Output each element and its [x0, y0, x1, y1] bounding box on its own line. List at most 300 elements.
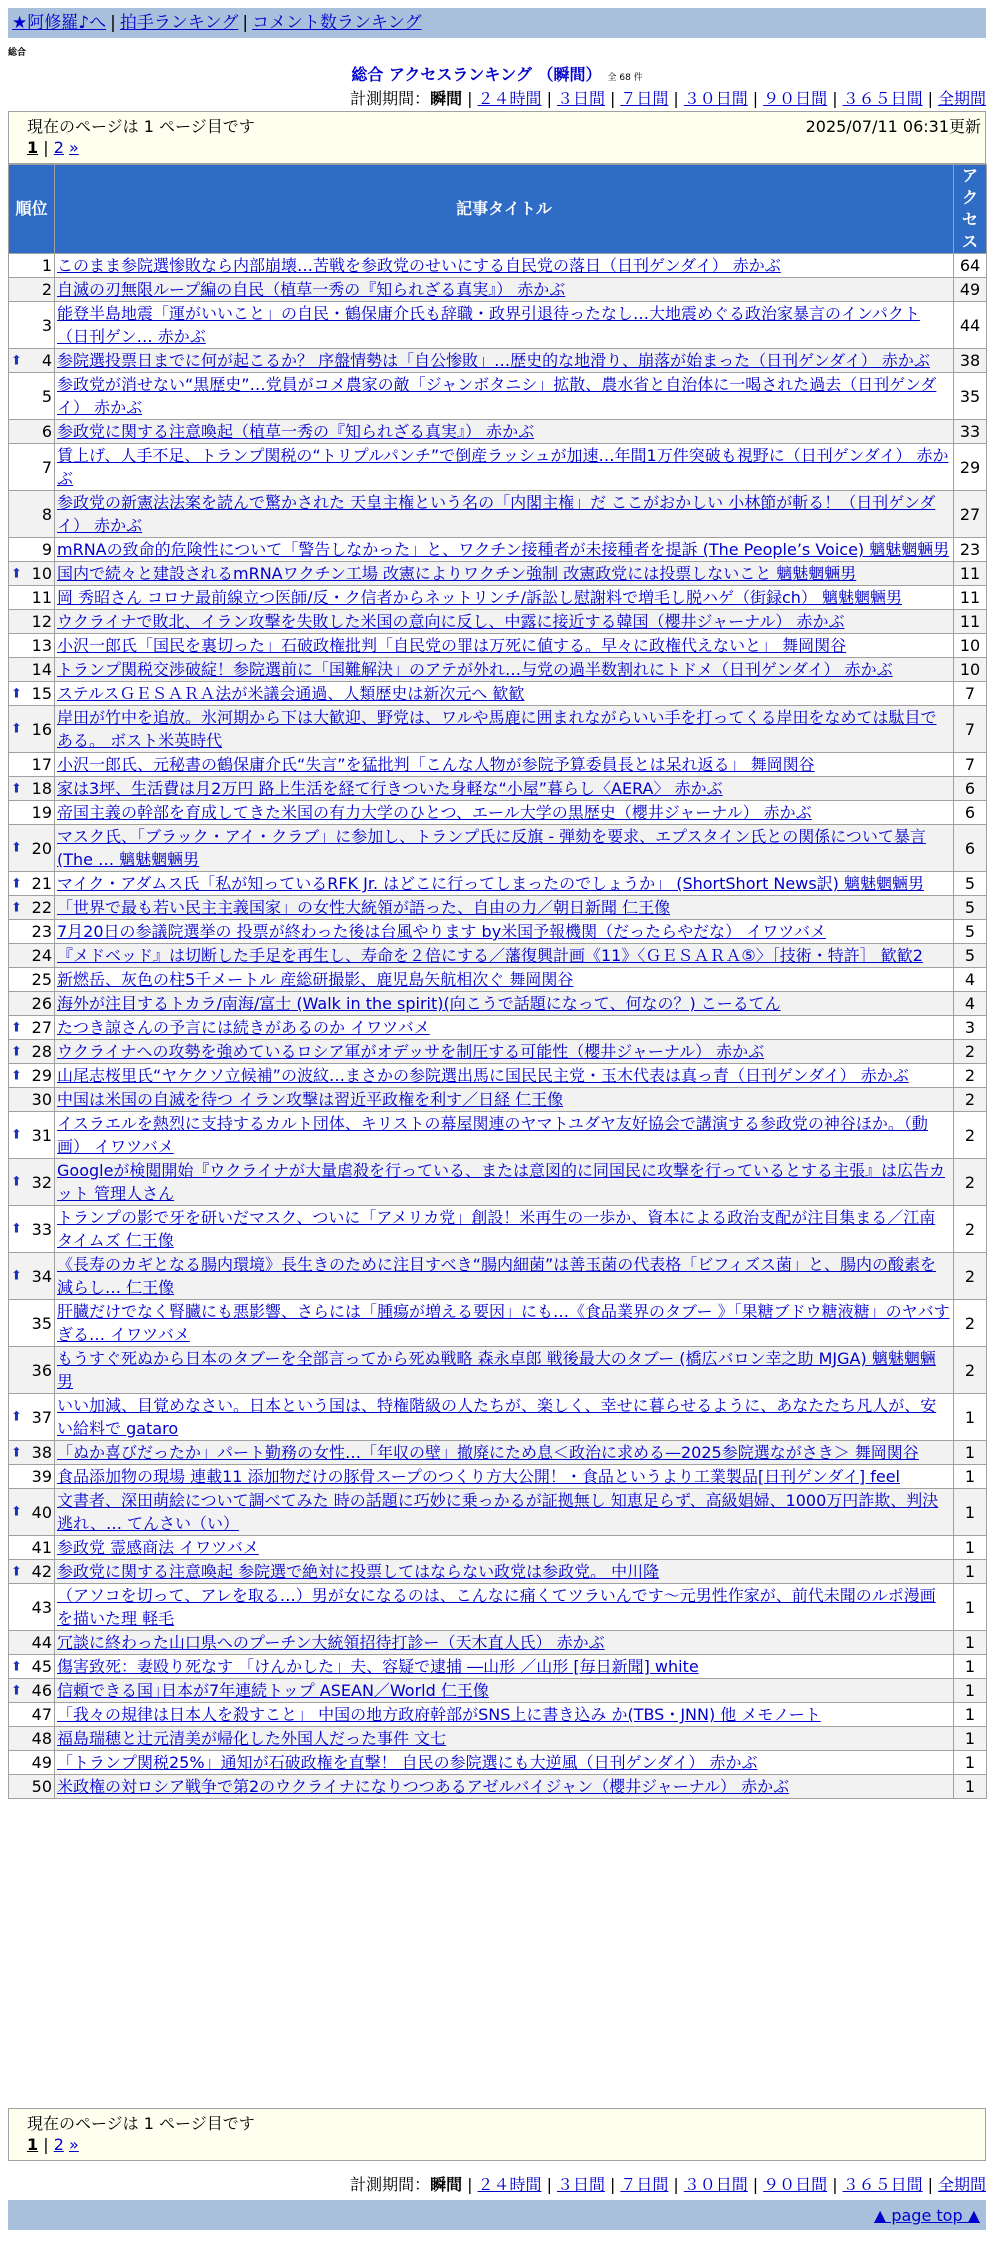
table-row: [9, 586, 987, 610]
access-count: 1: [954, 1441, 987, 1465]
title-cell: [55, 801, 954, 825]
rank-number: 34: [31, 1266, 52, 1286]
article-link[interactable]: マスク氏、「ブラック・アイ・クラブ」に参加し、トランプ氏に反旗 - 弾劾を要求、エプスタイン氏との関係について暴言 (The … 魑魅魍魎男: [57, 827, 926, 869]
rank-number: 46: [31, 1681, 52, 1700]
arrow-up-icon: ⬆: [11, 1409, 22, 1425]
period-separator: |: [927, 89, 933, 108]
arrow-up-icon: ⬆: [11, 1268, 22, 1284]
access-count: 1: [954, 1584, 987, 1631]
article-link[interactable]: 「我々の規律は日本人を殺すこと」 中国の地方政府幹部がSNS上に書き込み か(TBS・JNN) 他 メモノート: [57, 1705, 821, 1724]
rank-number: 33: [31, 1219, 52, 1239]
rank-number: 10: [31, 564, 52, 583]
table-row: [9, 420, 987, 444]
title-cell: [55, 278, 954, 302]
comment-ranking-link[interactable]: コメント数ランキング: [252, 13, 422, 33]
table-row: [9, 1253, 987, 1300]
rank-number: 2: [41, 280, 52, 299]
rank-number: 23: [31, 922, 52, 941]
rank-number: 16: [31, 719, 52, 739]
rank-number: 3: [41, 315, 52, 335]
rank-cell: [9, 538, 55, 562]
title-cell: [55, 1751, 954, 1775]
table-row: [9, 1394, 987, 1441]
rank-cell: [9, 992, 55, 1016]
rank-cell: [9, 1775, 55, 1799]
access-header: アクセス: [954, 165, 987, 254]
table-row: [9, 1159, 987, 1206]
article-link[interactable]: 「トランプ関税25%」通知が石破政権を直撃！ 自民の参院選にも大逆風（日刊ゲンダイ） 赤かぶ: [57, 1753, 758, 1772]
article-link[interactable]: 自滅の刃無限ループ編の自民（植草一秀の『知られざる真実』） 赤かぶ: [57, 280, 566, 299]
access-count: 10: [954, 658, 987, 682]
article-link[interactable]: イスラエルを熱烈に支持するカルト団体、キリストの幕屋関連のヤマトユダヤ友好協会で講演する参政党の神谷ほか。（動画） イワツバメ: [57, 1114, 928, 1156]
access-count: 7: [954, 682, 987, 706]
article-link[interactable]: いい加減、目覚めなさい。日本という国は、特権階級の人たちが、楽しく、幸せに暮らせるように、あなたたち凡人が、安い給料で gataro: [57, 1396, 937, 1438]
rank-number: 45: [31, 1657, 52, 1676]
access-count: 2: [954, 1064, 987, 1088]
article-link[interactable]: 《長寿のカギとなる腸内環境》長生きのために注目すべき“腸内細菌”は善玉菌の代表格「ビフィズス菌」と、腸内の酸素を減らし… 仁王像: [57, 1255, 936, 1297]
rank-number: 20: [31, 838, 52, 858]
rank-number: 17: [31, 755, 52, 774]
access-count: 27: [954, 491, 987, 538]
table-row: [9, 968, 987, 992]
access-count: 4: [954, 992, 987, 1016]
access-count: 11: [954, 610, 987, 634]
table-row: [9, 1300, 987, 1347]
rank-number: 1: [41, 256, 52, 275]
rank-number: 6: [41, 422, 52, 441]
title-cell: [55, 1088, 954, 1112]
rank-number: 18: [31, 779, 52, 798]
period-selector-top: [350, 86, 986, 109]
access-count: 2: [954, 1300, 987, 1347]
rank-cell: [9, 1655, 55, 1679]
period-link-4[interactable]: ９０日間: [763, 89, 828, 108]
access-count: 29: [954, 444, 987, 491]
table-row: [9, 610, 987, 634]
article-link[interactable]: 山尾志桜里氏“ヤケクソ立候補”の波紋…まさかの参院選出馬に国民民主党・玉木代表は真っ青（日刊ゲンダイ） 赤かぶ: [57, 1066, 909, 1085]
top-nav-bar: [8, 8, 986, 38]
access-count: 1: [954, 1655, 987, 1679]
article-link[interactable]: 7月20日の参議院選挙の 投票が終わった後は台風やります by米国予報機関（だったらやだな） イワツバメ: [57, 922, 826, 941]
table-row: [9, 373, 987, 420]
period-label: 計測期間：: [350, 89, 431, 108]
article-link[interactable]: 小沢一郎氏「国民を裏切った」石破政権批判「自民党の罪は万死に値する。早々に政権代えないと」 舞岡関谷: [57, 636, 847, 655]
period-link-0[interactable]: ２４時間: [477, 89, 542, 108]
title-cell: [55, 658, 954, 682]
access-count: 1: [954, 1489, 987, 1536]
rank-cell: [9, 491, 55, 538]
access-count: 44: [954, 302, 987, 349]
access-count: 1: [954, 1679, 987, 1703]
period-separator: |: [546, 89, 552, 108]
table-row: [9, 538, 987, 562]
arrow-up-icon: ⬆: [11, 566, 22, 581]
article-link[interactable]: 小沢一郎氏、元秘書の鶴保庸介氏“失言”を猛批判「こんな人物が参院予算委員長とは呆れ返る」 舞岡関谷: [57, 755, 815, 774]
article-link[interactable]: ウクライナで敗北、イラン攻撃を失敗した米国の意向に反し、中露に接近する韓国（櫻井ジャーナル） 赤かぶ: [57, 612, 845, 631]
article-link[interactable]: 国内で続々と建設されるmRNAワクチン工場 改憲によりワクチン強制 改憲政党には投票しないこと 魑魅魍魎男: [57, 564, 857, 583]
arrow-up-icon: ⬆: [11, 876, 22, 891]
title-cell: [55, 1441, 954, 1465]
rank-number: 26: [31, 994, 52, 1013]
rank-cell: [9, 1253, 55, 1300]
next-page-link[interactable]: »: [68, 2135, 79, 2154]
footer-bar: [8, 2200, 986, 2230]
period-current: 瞬間: [430, 2175, 463, 2194]
table-row: [9, 825, 987, 872]
access-count: 38: [954, 349, 987, 373]
access-count: 2: [954, 1088, 987, 1112]
rank-cell: [9, 1040, 55, 1064]
rank-number: 29: [31, 1066, 52, 1085]
article-link[interactable]: もうすぐ死ぬから日本のタブーを全部言ってから死ぬ戦略 森永卓郎 戦後最大のタブー (橋広バロン幸之助 MJGA) 魑魅魍魎男: [57, 1349, 936, 1391]
title-cell: [55, 254, 954, 278]
article-link[interactable]: 賃上げ、人手不足、トランプ関税の“トリプルパンチ”で倒産ラッシュが加速…年間1万件突破も視野に（日刊ゲンダイ） 赤かぶ: [57, 446, 949, 488]
access-count: 6: [954, 825, 987, 872]
title-cell: [55, 872, 954, 896]
rank-cell: [9, 278, 55, 302]
access-count: 49: [954, 278, 987, 302]
rank-number: 4: [41, 351, 52, 370]
access-count: 4: [954, 968, 987, 992]
rank-cell: [9, 968, 55, 992]
period-link-3[interactable]: ３０日間: [683, 2175, 748, 2194]
article-link[interactable]: 食品添加物の現場 連載11 添加物だけの豚骨スープのつくり方大公開！・食品というより工業製品[日刊ゲンダイ] feel: [57, 1467, 900, 1486]
title-cell: [55, 753, 954, 777]
title-cell: [55, 1040, 954, 1064]
rank-cell: [9, 1441, 55, 1465]
access-count: 1: [954, 1465, 987, 1489]
rank-number: 47: [31, 1705, 52, 1724]
title-cell: [55, 349, 954, 373]
rank-number: 37: [31, 1407, 52, 1427]
title-cell: [55, 1679, 954, 1703]
period-link-2[interactable]: ７日間: [620, 2175, 669, 2194]
article-link[interactable]: ステルスＧＥＳＡＲＡ法が米議会通過、人類歴史は新次元へ 歓歓: [57, 684, 525, 703]
period-selector-bottom: [350, 2172, 986, 2195]
article-link[interactable]: 「世界で最も若い民主主義国家」の女性大統領が語った、自由の力／朝日新聞 仁王像: [57, 898, 671, 917]
rank-number: 50: [31, 1777, 52, 1796]
table-row: [9, 753, 987, 777]
rank-cell: [9, 349, 55, 373]
table-row: [9, 1064, 987, 1088]
title-cell: [55, 1347, 954, 1394]
rank-cell: [9, 586, 55, 610]
article-link[interactable]: mRNAの致命的危険性について「警告しなかった」と、ワクチン接種者が未接種者を提訴 (The People’s Voice) 魑魅魍魎男: [57, 540, 950, 559]
title-cell: [55, 896, 954, 920]
table-row: [9, 1489, 987, 1536]
access-count: 1: [954, 1394, 987, 1441]
page-2-link[interactable]: 2: [53, 2135, 64, 2154]
table-row: [9, 1088, 987, 1112]
rank-number: 39: [31, 1467, 52, 1486]
period-link-0[interactable]: ２４時間: [477, 2175, 542, 2194]
title-cell: [55, 1112, 954, 1159]
rank-number: 28: [31, 1042, 52, 1061]
period-link-5[interactable]: ３６５日間: [842, 89, 923, 108]
title-cell: [55, 634, 954, 658]
rank-cell: [9, 254, 55, 278]
table-row: [9, 872, 987, 896]
rank-number: 36: [31, 1360, 52, 1380]
title-cell: [55, 992, 954, 1016]
rank-number: 44: [31, 1633, 52, 1652]
arrow-up-icon: ⬆: [11, 1127, 22, 1143]
title-cell: [55, 1584, 954, 1631]
rank-cell: [9, 658, 55, 682]
access-count: 2: [954, 1253, 987, 1300]
article-link[interactable]: 傷害致死：妻殴り死なす 「けんかした」夫、容疑で逮捕 ―山形 ／山形 [毎日新聞] white: [57, 1657, 699, 1676]
rank-cell: [9, 1064, 55, 1088]
rank-cell: [9, 1300, 55, 1347]
table-row: [9, 777, 987, 801]
next-page-link[interactable]: »: [68, 138, 79, 157]
access-count: 35: [954, 373, 987, 420]
rank-cell: [9, 1206, 55, 1253]
article-link[interactable]: 参政党に関する注意喚起（植草一秀の『知られざる真実』） 赤かぶ: [57, 422, 535, 441]
table-row: [9, 658, 987, 682]
article-link[interactable]: 家は3坪、生活費は月2万円 路上生活を経て行きついた身軽な“小屋”暮らし〈AERA〉 赤かぶ: [57, 779, 723, 798]
nav-separator: |: [242, 13, 249, 33]
article-link[interactable]: 「ぬか喜びだったか」パート勤務の女性…「年収の壁」撤廃にため息＜政治に求める—2025参院選ながさき＞ 舞岡関谷: [57, 1443, 919, 1462]
period-separator: |: [546, 2175, 552, 2194]
period-link-5[interactable]: ３６５日間: [842, 2175, 923, 2194]
period-separator: |: [673, 89, 679, 108]
title-cell: [55, 1536, 954, 1560]
clap-ranking-link[interactable]: 拍手ランキング: [119, 13, 239, 33]
article-link[interactable]: 肝臓だけでなく腎臓にも悪影響、さらには「腫瘍が増える要因」にも…《食品業界のタブー 》「果糖ブドウ糖液糖」のヤバすぎる… イワツバメ: [57, 1302, 950, 1344]
article-link[interactable]: 文書者、深田萌絵について調べてみた 時の話題に巧妙に乗っかるが証拠無し 知恵足らず、高級娼婦、1000万円詐欺、判決逃れ、… てんさい（い）: [57, 1491, 939, 1533]
period-separator: |: [832, 89, 838, 108]
article-link[interactable]: 参政党 霊感商法 イワツバメ: [57, 1538, 259, 1557]
article-link[interactable]: 能登半島地震「運がいいこと」の自民・鶴保庸介氏も辞職・政界引退待ったなし…大地震めぐる政治家暴言のインパクト（日刊ゲン… 赤かぶ: [57, 304, 920, 346]
article-link[interactable]: トランプの影で牙を研いだマスク、ついに「アメリカ党」創設！米再生の一歩か、資本による政治支配が注目集まる／江南タイムズ 仁王像: [57, 1208, 936, 1250]
access-count: 1: [954, 1727, 987, 1751]
title-cell: [55, 777, 954, 801]
rank-cell: [9, 1584, 55, 1631]
rank-number: 21: [31, 874, 52, 893]
access-count: 1: [954, 1631, 987, 1655]
title-cell: [55, 1300, 954, 1347]
rank-number: 48: [31, 1729, 52, 1748]
table-row: [9, 1441, 987, 1465]
title-cell: [55, 373, 954, 420]
table-row: [9, 302, 987, 349]
rank-cell: [9, 1394, 55, 1441]
title-cell: [55, 1703, 954, 1727]
arrow-up-icon: ⬆: [11, 353, 22, 368]
article-link[interactable]: 参政党の新憲法法案を読んで驚かされた 天皇主権という名の「内閣主権」だ ここがおかしい 小林節が斬る！（日刊ゲンダイ） 赤かぶ: [57, 493, 936, 535]
table-row: [9, 1655, 987, 1679]
table-row: [9, 1206, 987, 1253]
arrow-up-icon: ⬆: [11, 900, 22, 915]
period-current: 瞬間: [430, 89, 463, 108]
table-row: [9, 1465, 987, 1489]
rank-number: 12: [31, 612, 52, 631]
access-count: 1: [954, 1775, 987, 1799]
arrow-up-icon: ⬆: [11, 840, 22, 856]
access-count: 1: [954, 1751, 987, 1775]
period-link-1[interactable]: ３日間: [556, 2175, 605, 2194]
access-count: 33: [954, 420, 987, 444]
rank-cell: [9, 610, 55, 634]
article-link[interactable]: 帝国主義の幹部を育成してきた米国の有力大学のひとつ、エール大学の黒歴史（櫻井ジャーナル） 赤かぶ: [57, 803, 812, 822]
period-link-1[interactable]: ３日間: [556, 89, 605, 108]
table-row: [9, 1751, 987, 1775]
title-cell: [55, 1064, 954, 1088]
arrow-up-icon: ⬆: [11, 686, 22, 701]
title-cell: [55, 1489, 954, 1536]
table-row: [9, 896, 987, 920]
rank-number: 43: [31, 1597, 52, 1617]
title-cell: [55, 562, 954, 586]
arrow-up-icon: ⬆: [11, 1659, 22, 1674]
rank-number: 25: [31, 970, 52, 989]
rank-number: 40: [31, 1502, 52, 1522]
page-info-bottom: [8, 2108, 986, 2161]
period-label: 計測期間：: [350, 2175, 431, 2194]
access-count: 2: [954, 1040, 987, 1064]
ranking-body: [9, 254, 987, 1799]
rank-cell: [9, 1727, 55, 1751]
article-link[interactable]: （アソコを切って、アレを取る…）男が女になるのは、こんなに痛くてツラいんです〜元男性作家が、前代未聞のルポ漫画を描いた理 軽毛: [57, 1586, 936, 1628]
title-cell: [55, 1727, 954, 1751]
access-count: 2: [954, 1159, 987, 1206]
rank-cell: [9, 1679, 55, 1703]
rank-number: 15: [31, 684, 52, 703]
rank-cell: [9, 1159, 55, 1206]
updated-timestamp: 2025/07/11 06:31更新: [805, 117, 981, 136]
article-link[interactable]: 新燃岳、灰色の柱5千メートル 産総研撮影、鹿児島矢航相次ぐ 舞岡関谷: [57, 970, 574, 989]
rank-number: 27: [31, 1018, 52, 1037]
current-page-text: 現在のページは 1 ページ目です: [27, 117, 255, 136]
access-count: 11: [954, 562, 987, 586]
arrow-up-icon: ⬆: [11, 721, 22, 737]
access-count: 23: [954, 538, 987, 562]
table-row: [9, 1727, 987, 1751]
article-link[interactable]: 福島瑞穂と辻元清美が帰化した外国人だった事件 文七: [57, 1729, 447, 1748]
rank-cell: [9, 1703, 55, 1727]
period-link-6[interactable]: 全期間: [937, 2175, 986, 2194]
table-row: [9, 634, 987, 658]
title-cell: [55, 1253, 954, 1300]
article-link[interactable]: 岡 秀昭さん コロナ最前線立つ医師/反・ク信者からネットリンチ/訴訟し慰謝料で増毛し脱ハゲ（街録ch） 魑魅魍魎男: [57, 588, 902, 607]
table-row: [9, 254, 987, 278]
page-1-current: 1: [27, 2135, 39, 2154]
article-link[interactable]: 信頼できる国｣日本が7年連続トップ ASEAN／World 仁王像: [57, 1681, 489, 1700]
title-cell: [55, 1465, 954, 1489]
article-link[interactable]: 米政権の対ロシア戦争で第2のウクライナになりつつあるアゼルバイジャン（櫻井ジャーナル） 赤かぶ: [57, 1777, 790, 1796]
rank-number: 11: [31, 588, 52, 607]
article-link[interactable]: 参政党に関する注意喚起 参院選で絶対に投票してはならない政党は参政党。 中川隆: [57, 1562, 660, 1581]
rank-number: 8: [41, 504, 52, 524]
access-count: 6: [954, 777, 987, 801]
access-count: 7: [954, 753, 987, 777]
article-link[interactable]: 参院選投票日までに何が起こるか？ 序盤情勢は「自公惨敗」…歴史的な地滑り、崩落が始まった（日刊ゲンダイ） 赤かぶ: [57, 351, 930, 370]
access-count: 2: [954, 1347, 987, 1394]
rank-cell: [9, 1112, 55, 1159]
rank-cell: [9, 944, 55, 968]
table-row: [9, 1560, 987, 1584]
title-cell: [55, 1394, 954, 1441]
arrow-up-icon: ⬆: [11, 1044, 22, 1059]
table-row: [9, 920, 987, 944]
period-link-3[interactable]: ３０日間: [683, 89, 748, 108]
access-count: 5: [954, 872, 987, 896]
article-link[interactable]: 冗談に終わった山口県へのプーチン大統領招待打診ー（天木直人氏） 赤かぶ: [57, 1633, 605, 1652]
article-link[interactable]: マイク・アダムス氏「私が知っているRFK Jr. はどこに行ってしまったのでしょうか」 (ShortShort News訳) 魑魅魍魎男: [57, 874, 924, 893]
page-top-link[interactable]: ▲ page top ▲: [873, 2206, 980, 2225]
table-row: [9, 706, 987, 753]
page-2-link[interactable]: 2: [53, 138, 64, 157]
article-link[interactable]: 海外が注目するトカラ/南海/富士 (Walk in the spirit)(向こうで話題になって、何なの？) こーるてん: [57, 994, 781, 1013]
access-count: 5: [954, 920, 987, 944]
rank-number: 38: [31, 1443, 52, 1462]
title-cell: [55, 1775, 954, 1799]
rank-cell: [9, 706, 55, 753]
table-row: [9, 278, 987, 302]
table-row: [9, 682, 987, 706]
table-row: [9, 1775, 987, 1799]
home-link[interactable]: ★阿修羅♪へ: [12, 13, 107, 33]
article-link[interactable]: 岸田が竹中を追放。氷河期から下は大歓迎、野党は、ワルや馬鹿に囲まれながらいい手を打ってくる岸田をなめては駄目である。 ボスト米英時代: [57, 708, 937, 750]
title-cell: [55, 444, 954, 491]
rank-number: 14: [31, 660, 52, 679]
article-link[interactable]: ウクライナへの攻勢を強めているロシア軍がオデッサを制圧する可能性（櫻井ジャーナル） 赤かぶ: [57, 1042, 765, 1061]
period-separator: |: [609, 2175, 616, 2194]
rank-cell: [9, 825, 55, 872]
rank-cell: [9, 1489, 55, 1536]
rank-cell: [9, 777, 55, 801]
access-count: 11: [954, 586, 987, 610]
table-row: [9, 1584, 987, 1631]
rank-cell: [9, 753, 55, 777]
rank-cell: [9, 420, 55, 444]
article-link[interactable]: 参政党が消せない“黒歴史”…党員がコメ農家の敵「ジャンボタニシ」拡散、農水省と自治体に一喝された過去（日刊ゲンダイ） 赤かぶ: [57, 375, 937, 417]
article-link[interactable]: 『メドベッド』は切断した手足を再生し、寿命を２倍にする／藩復興計画《11》〈ＧＥＳＡＲＡ⑤〉［技術・特許］ 歓歓2: [57, 946, 923, 965]
pagination-bottom: 1 | 2 »: [27, 2135, 79, 2154]
article-link[interactable]: トランプ関税交渉破綻！参院選前に「国難解決」のアテが外れ…与党の過半数割れにトドメ（日刊ゲンダイ） 赤かぶ: [57, 660, 893, 679]
rank-header: 順位: [9, 165, 55, 254]
period-separator: |: [609, 89, 616, 108]
period-link-2[interactable]: ７日間: [620, 89, 669, 108]
title-cell: [55, 1631, 954, 1655]
pagination-top: 1 | 2 »: [27, 138, 79, 157]
title-cell: [55, 944, 954, 968]
rank-number: 31: [31, 1125, 52, 1145]
rank-cell: [9, 896, 55, 920]
article-link[interactable]: Googleが検閲開始『ウクライナが大量虐殺を行っている、または意図的に同国民に攻撃を行っているとする主張』は広告カット 管理人さん: [57, 1161, 945, 1203]
arrow-up-icon: ⬆: [11, 1020, 22, 1035]
table-row: [9, 1631, 987, 1655]
rank-cell: [9, 1631, 55, 1655]
rank-cell: [9, 1465, 55, 1489]
rank-number: 49: [31, 1753, 52, 1772]
rank-number: 5: [41, 386, 52, 406]
table-row: [9, 349, 987, 373]
period-link-6[interactable]: 全期間: [937, 89, 986, 108]
period-link-4[interactable]: ９０日間: [763, 2175, 828, 2194]
access-count: 1: [954, 1536, 987, 1560]
period-separator: |: [752, 2175, 759, 2194]
rank-number: 35: [31, 1313, 52, 1333]
article-link[interactable]: 中国は米国の自滅を待つ イラン攻撃は習近平政権を利す／日経 仁王像: [57, 1090, 564, 1109]
article-link[interactable]: このまま参院選惨敗なら内部崩壊…苦戦を参政党のせいにする自民党の落日（日刊ゲンダイ） 赤かぶ: [57, 256, 781, 275]
table-row: [9, 1347, 987, 1394]
rank-cell: [9, 1347, 55, 1394]
article-link[interactable]: たつき諒さんの予言には続きがあるのか イワツバメ: [57, 1018, 430, 1037]
table-row: [9, 444, 987, 491]
period-separator: |: [467, 89, 473, 108]
